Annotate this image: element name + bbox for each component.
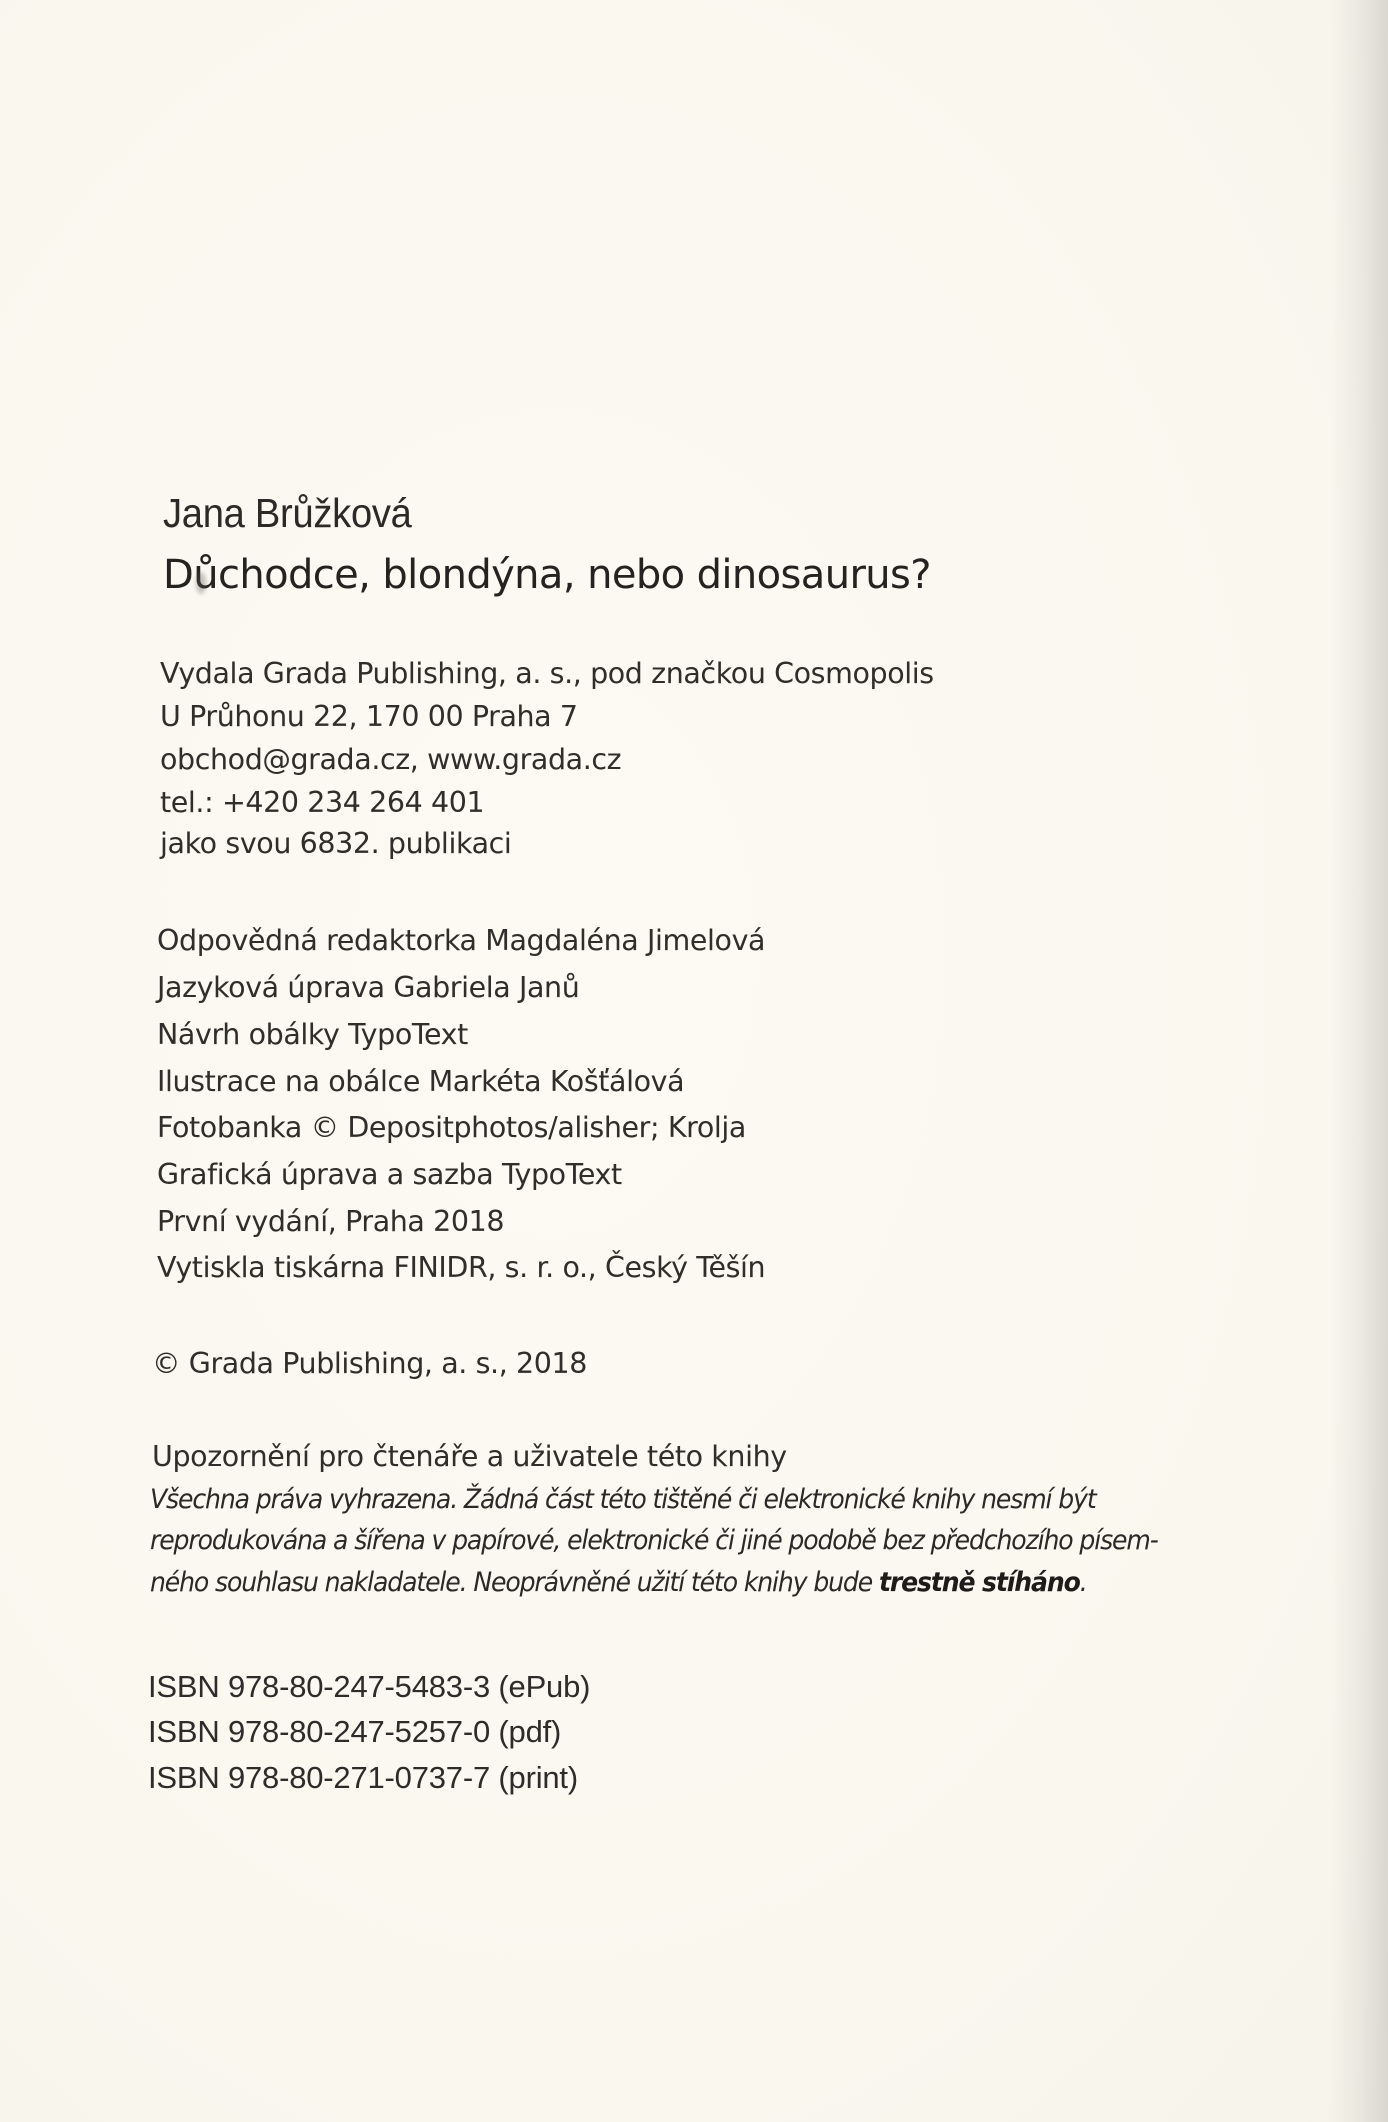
- ink-smudge: [196, 572, 206, 594]
- notice-text-line: [150, 1569, 1087, 1596]
- publisher-line: Vydala Grada Publishing, a. s., pod značkou Cosmopolis: [160, 657, 934, 690]
- publisher-contact: obchod@grada.cz, www.grada.cz: [160, 743, 622, 776]
- credit-printer: Vytiskla tiskárna FINIDR, s. r. o., Český Těšín: [157, 1251, 766, 1284]
- isbn-pdf: ISBN 978-80-247-5257-0 (pdf): [148, 1714, 562, 1749]
- publisher-address: U Průhonu 22, 170 00 Praha 7: [160, 700, 578, 733]
- publication-number: jako svou 6832. publikaci: [160, 827, 512, 860]
- publisher-phone: tel.: +420 234 264 401: [160, 786, 485, 819]
- author-name: Jana Brůžková: [163, 490, 412, 536]
- isbn-epub: ISBN 978-80-247-5483-3 (ePub): [148, 1669, 591, 1704]
- notice-text-line: Všechna práva vyhrazena. Žádná část této tištěné či elektronické knihy nesmí být: [150, 1484, 1096, 1515]
- isbn-print: ISBN 978-80-271-0737-7 (print): [148, 1760, 578, 1795]
- copyright-notice: © Grada Publishing, a. s., 2018: [152, 1347, 587, 1380]
- notice-text-line: reprodukována a šířena v papírové, elektronické či jiné podobě bez předchozího písem-: [150, 1525, 1158, 1556]
- credit-edition: První vydání, Praha 2018: [157, 1205, 505, 1238]
- notice-text-prefix: ného souhlasu nakladatele. Neoprávněné užití této knihy bude: [150, 1567, 879, 1598]
- notice-heading: Upozornění pro čtenáře a uživatele této knihy: [152, 1440, 787, 1473]
- credit-cover-illustration: Ilustrace na obálce Markéta Košťálová: [157, 1065, 685, 1098]
- credit-typesetting: Grafická úprava a sazba TypoText: [157, 1158, 622, 1191]
- credit-editor: Odpovědná redaktorka Magdaléna Jimelová: [157, 924, 766, 957]
- credit-cover-design: Návrh obálky TypoText: [157, 1018, 468, 1051]
- credit-photobank: Fotobanka © Depositphotos/alisher; Krolja: [157, 1111, 746, 1144]
- notice-text-suffix: .: [1079, 1567, 1087, 1598]
- credit-proofreading: Jazyková úprava Gabriela Janů: [157, 971, 580, 1004]
- book-title: Důchodce, blondýna, nebo dinosaurus?: [163, 552, 931, 598]
- notice-emphasis: trestně stíháno: [878, 1567, 1080, 1598]
